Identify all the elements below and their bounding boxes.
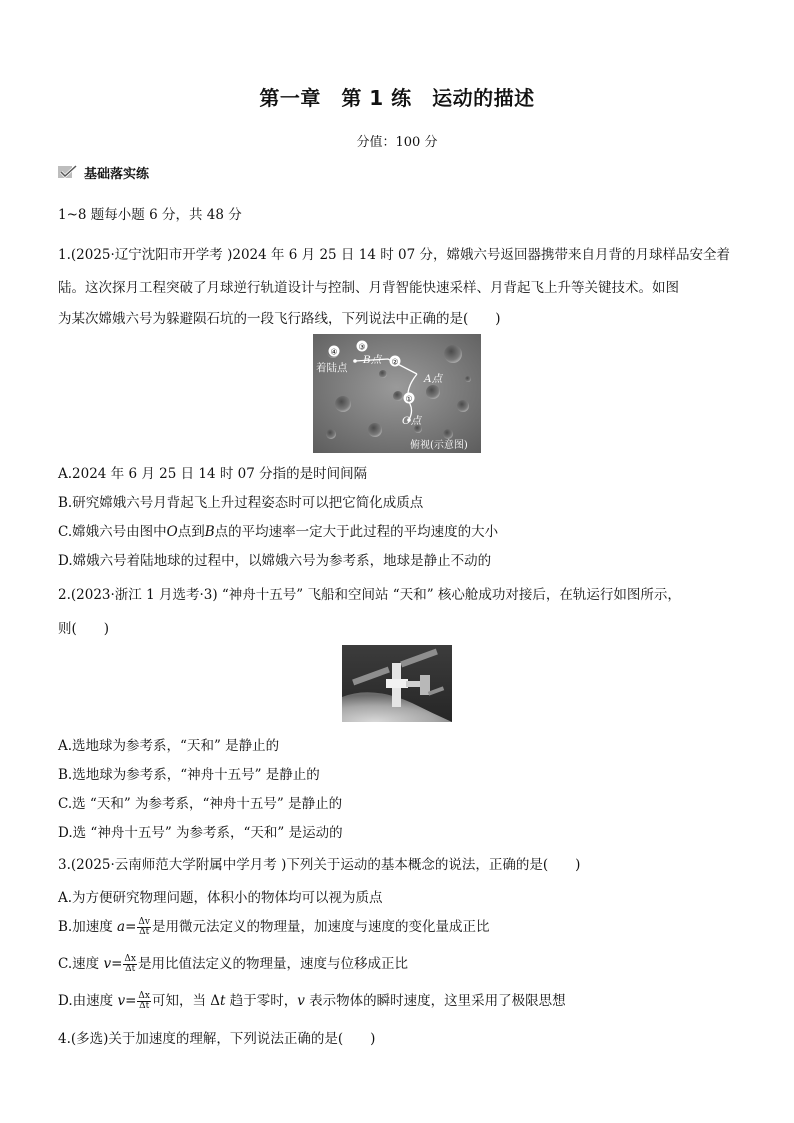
o-point-label: O点: [402, 415, 422, 427]
page-title: 第一章 第 1 练 运动的描述: [259, 86, 535, 110]
q3-stem-line-1: 3.(2025·云南师范大学附属中学月考 )下列关于运动的基本概念的说法，正确的是( ): [58, 857, 581, 873]
q1-option-b: B.研究嫦娥六号月背起飞上升过程姿态时可以把它简化成质点: [58, 495, 424, 511]
svg-text:①: ①: [405, 394, 413, 404]
marker-2: [390, 356, 401, 367]
q1-stem-line-2: 陆。这次探月工程突破了月球逆行轨道设计与控制、月背智能快速采样、月背起飞上升等关键技术。如图: [58, 280, 679, 296]
svg-text:②: ②: [391, 357, 399, 367]
q2-stem-line-1: 2.(2023·浙江 1 月选考·3) “神舟十五号” 飞船和空间站 “天和” 核心舱成功对接后，在轨运行如图所示，: [58, 587, 681, 603]
svg-text:④: ④: [330, 347, 338, 357]
section-instruction: 1~8 题每小题 6 分，共 48 分: [58, 207, 242, 223]
score-line: 分值：100 分: [356, 135, 438, 150]
q1-option-a: A.2024 年 6 月 25 日 14 时 07 分指的是时间间隔: [58, 466, 368, 482]
fraction-dx-dt: $\frac{\Delta x}{\Delta t}$: [124, 954, 136, 974]
fraction-dx-dt-2: $\frac{\Delta x}{\Delta t}$: [138, 991, 150, 1011]
q1-option-c: C.嫦娥六号由图中O点到B点的平均速率一定大于此过程的平均速度的大小: [58, 524, 499, 540]
checklist-icon: [58, 165, 78, 179]
q1-stem-line-3: 为某次嫦娥六号为躲避陨石坑的一段飞行路线，下列说法中正确的是( ): [58, 311, 501, 327]
q3-option-b: B.加速度 a= $\frac{\Delta v}{\Delta t}$ 是用微元法定义的物理量，加速度与速度的变化量成正比: [58, 917, 490, 937]
q2-option-a: A.选地球为参考系，“天和” 是静止的: [58, 738, 280, 754]
q3-option-d: D.由速度 v= $\frac{\Delta x}{\Delta t}$ 可知，当 Δt 趋于零时，v 表示物体的瞬时速度，这里采用了极限思想: [58, 991, 566, 1011]
q3-option-a: A.为方便研究物理问题，体积小的物体均可以视为质点: [58, 890, 383, 906]
landing-point-label: 着陆点: [316, 362, 348, 374]
q3-option-c: C.速度 v= $\frac{\Delta x}{\Delta t}$ 是用比值法定义的物理量，速度与位移成正比: [58, 954, 408, 974]
q1-stem-line-1: 1.(2025·辽宁沈阳市开学考 )2024 年 6 月 25 日 14 时 07 分，嫦娥六号返回器携带来自月背的月球样品安全着: [58, 247, 730, 263]
q2-stem-line-2: 则( ): [58, 621, 110, 637]
svg-text:③: ③: [358, 342, 366, 352]
moon-flight-path-figure: [313, 334, 481, 453]
marker-3: [357, 341, 368, 352]
q4-stem-line-1: 4.(多选)关于加速度的理解，下列说法正确的是( ): [58, 1031, 376, 1047]
section-heading: [58, 162, 149, 182]
figure-caption: 俯视(示意图): [410, 440, 468, 451]
space-station-figure: [342, 645, 452, 722]
q1-option-d: D.嫦娥六号着陆地球的过程中，以嫦娥六号为参考系，地球是静止不动的: [58, 553, 492, 569]
fraction-dv-dt: $\frac{\Delta v}{\Delta t}$: [138, 917, 150, 937]
section-title: 基础落实练: [84, 166, 150, 182]
marker-4: [329, 346, 340, 357]
q2-option-c: C.选 “天和” 为参考系，“神舟十五号” 是静止的: [58, 796, 343, 812]
q2-option-b: B.选地球为参考系，“神舟十五号” 是静止的: [58, 767, 320, 783]
b-point-label: B点: [363, 354, 382, 366]
a-point-label: A点: [424, 373, 443, 385]
marker-1: [404, 393, 415, 404]
q2-option-d: D.选 “神舟十五号” 为参考系，“天和” 是运动的: [58, 825, 343, 841]
